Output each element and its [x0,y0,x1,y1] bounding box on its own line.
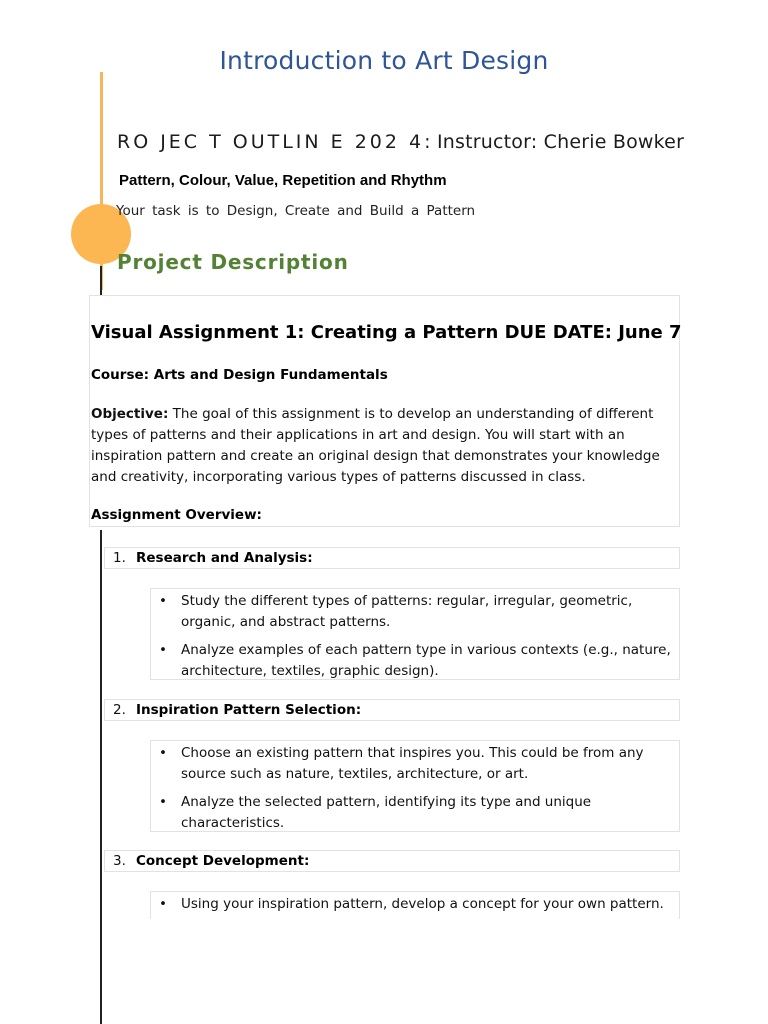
step-heading: Inspiration Pattern Selection: [136,702,362,718]
step-heading: Research and Analysis: [136,550,313,566]
assignment-title: Visual Assignment 1: Creating a Pattern DUE DATE: June 7 [91,322,682,343]
step-bullet-box [150,891,680,919]
outline-prefix: RO JEC T OUTLIN E 202 4 [117,131,425,153]
bullet-item [151,591,679,633]
project-subtitle: Pattern, Colour, Value, Repetition and Rhythm [119,172,447,189]
bullet-item [151,792,679,834]
bullet-item [151,743,679,785]
step-heading: Concept Development: [136,853,310,869]
objective-text: The goal of this assignment is to develop an understanding of different types of patterns and their applications in art and design. You will start with an inspiration pattern and create an original design that demonstrates your knowledge and creativity, incorporating various types of patterns discussed in class. [91,406,660,485]
step-bullet-box [150,588,680,680]
bullet-text: Analyze the selected pattern, identifying its type and unique characteristics. [181,794,592,831]
objective-paragraph [91,404,683,488]
bullet-glyph: • [159,593,167,609]
bullet-item [151,640,679,682]
bullet-glyph: • [159,794,167,810]
outline-instructor: : Instructor: Cherie Bowker [424,131,685,153]
objective-label: Objective: [91,406,169,422]
bullet-text: Choose an existing pattern that inspires you. This could be from any source such as nature, textiles, architecture, or art. [181,745,644,782]
step-number: 3. [113,853,126,869]
section-heading: Project Description [117,250,349,274]
decorative-black-line-top [100,266,102,296]
assignment-overview-heading: Assignment Overview: [91,507,262,523]
task-statement: Your task is to Design, Create and Build a Pattern [116,203,476,219]
bullet-text: Analyze examples of each pattern type in various contexts (e.g., nature, architecture, textiles, graphic design). [181,642,671,679]
bullet-text: Study the different types of patterns: regular, irregular, geometric, organic, and abstract patterns. [181,593,633,630]
document-title: Introduction to Art Design [219,46,549,75]
decorative-black-line [100,530,102,1024]
step-number: 2. [113,702,126,718]
bullet-glyph: • [159,896,167,912]
bullet-glyph: • [159,745,167,761]
project-outline-line [117,131,684,153]
bullet-text: Using your inspiration pattern, develop a concept for your own pattern. [181,896,664,912]
step-heading-row [104,850,680,872]
step-heading-row [104,547,680,569]
bullet-item [151,894,679,915]
step-number: 1. [113,550,126,566]
bullet-glyph: • [159,642,167,658]
step-bullet-box [150,740,680,832]
course-line: Course: Arts and Design Fundamentals [91,367,388,383]
step-heading-row [104,699,680,721]
